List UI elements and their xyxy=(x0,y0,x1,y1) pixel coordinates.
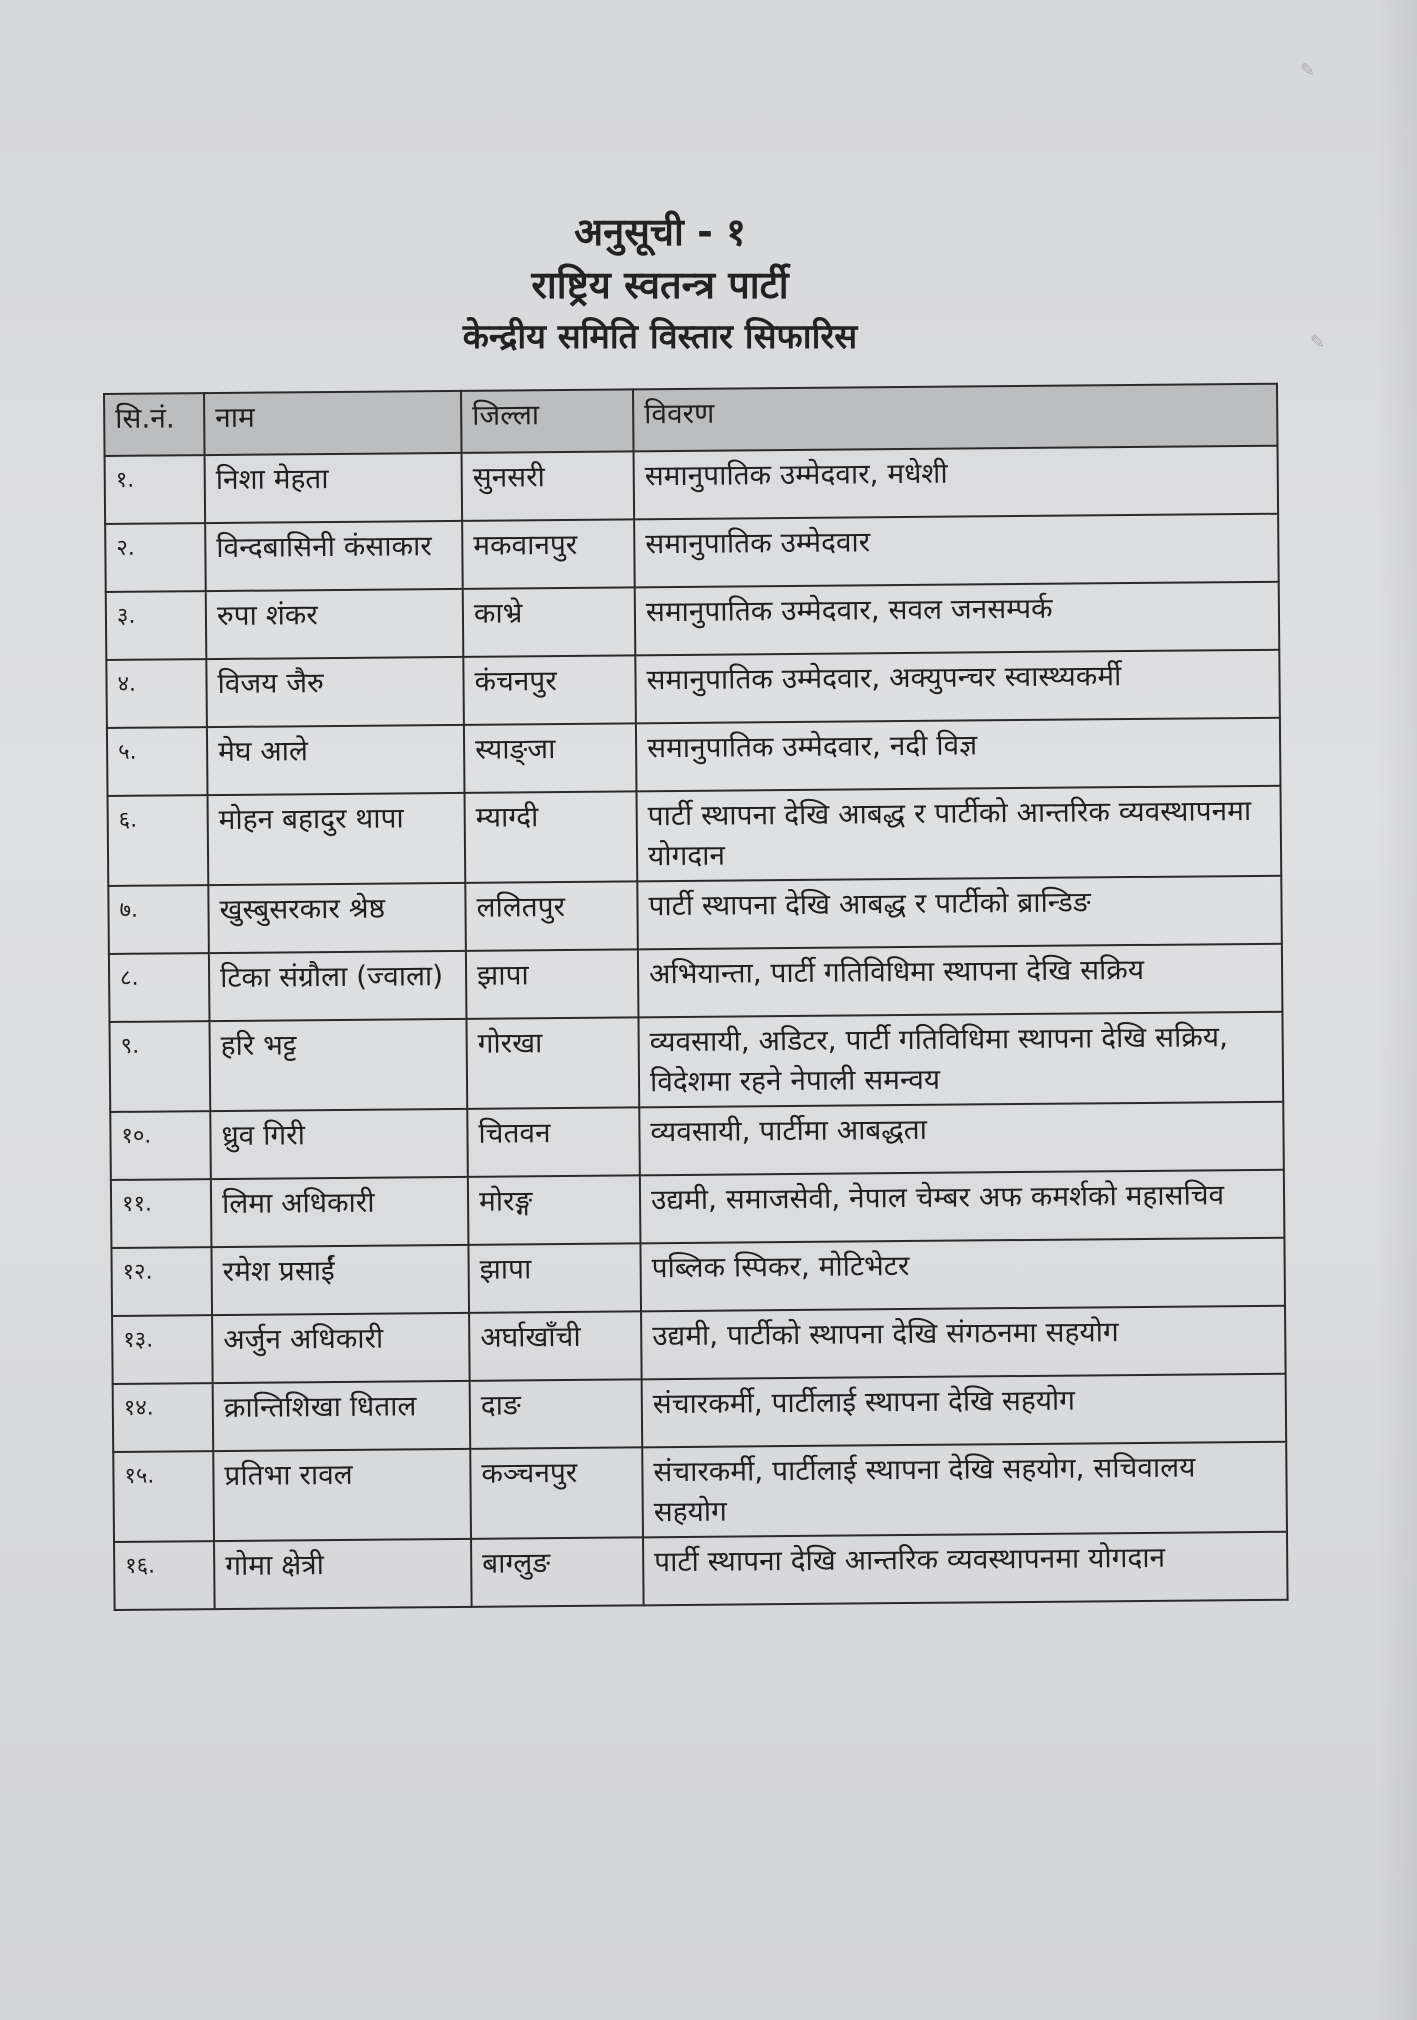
table-row xyxy=(106,582,1280,660)
member-district: झापा xyxy=(468,1243,641,1312)
serial-number: १६. xyxy=(114,1541,215,1610)
serial-number: १५. xyxy=(113,1451,214,1542)
member-district: कञ्चनपुर xyxy=(470,1447,643,1538)
member-details: उद्यमी, समाजसेवी, नेपाल चेम्बर अफ कमर्शको महासचिव xyxy=(640,1170,1285,1244)
member-name: विन्दबासिनी कंसाकार xyxy=(205,521,463,591)
member-district: झापा xyxy=(466,949,639,1018)
member-district: अर्घाखाँची xyxy=(469,1311,642,1380)
member-details: समानुपातिक उम्मेदवार, नदी विज्ञ xyxy=(636,718,1281,792)
table-header-row xyxy=(104,384,1277,456)
table-row xyxy=(108,786,1282,886)
member-district: बाग्लुङ xyxy=(471,1537,644,1606)
page-edge-shadow xyxy=(1377,0,1417,2020)
serial-number: ६. xyxy=(108,795,209,886)
member-name: रुपा शंकर xyxy=(206,589,464,659)
serial-number: ८. xyxy=(109,953,210,1022)
member-details: पब्लिक स्पिकर, मोटिभेटर xyxy=(640,1238,1285,1312)
table-row xyxy=(110,1102,1284,1180)
member-details: संचारकर्मी, पार्टीलाई स्थापना देखि सहयोग, सचिवालय सहयोग xyxy=(642,1442,1287,1538)
table-row xyxy=(113,1442,1287,1542)
serial-number: १२. xyxy=(111,1247,212,1316)
document-subtitle: केन्द्रीय समिति विस्तार सिफारिस xyxy=(462,317,858,357)
member-name: प्रतिभा रावल xyxy=(213,1449,471,1541)
table-row xyxy=(114,1532,1288,1610)
member-details: पार्टी स्थापना देखि आन्तरिक व्यवस्थापनमा योगदान xyxy=(643,1532,1288,1606)
member-details: पार्टी स्थापना देखि आबद्ध र पार्टीको आन्तरिक व्यवस्थापनमा योगदान xyxy=(636,786,1281,882)
member-district: मोरङ्ग xyxy=(468,1175,641,1244)
member-name: क्रान्तिशिखा धिताल xyxy=(213,1381,471,1451)
serial-number: ७. xyxy=(108,885,209,954)
serial-number: १३. xyxy=(112,1315,213,1384)
serial-number: ५. xyxy=(107,727,208,796)
serial-number: ११. xyxy=(111,1179,212,1248)
party-name: राष्ट्रिय स्वतन्त्र पार्टी xyxy=(531,263,789,307)
member-district: चितवन xyxy=(467,1107,640,1176)
serial-number: १०. xyxy=(110,1111,211,1180)
table-row xyxy=(108,876,1282,954)
member-district: म्याग्दी xyxy=(465,791,638,882)
member-district: मकवानपुर xyxy=(462,519,635,588)
member-details: व्यवसायी, अडिटर, पार्टी गतिविधिमा स्थापना देखि सक्रिय, विदेशमा रहने नेपाली समन्वय xyxy=(638,1012,1283,1108)
member-details: समानुपातिक उम्मेदवार xyxy=(634,514,1279,588)
member-name: खुस्बुसरकार श्रेष्ठ xyxy=(208,883,466,953)
table-row xyxy=(113,1374,1287,1452)
serial-number: ३. xyxy=(106,591,207,660)
member-details: समानुपातिक उम्मेदवार, मधेशी xyxy=(634,446,1279,520)
table-row xyxy=(106,650,1280,728)
column-header-district: जिल्ला xyxy=(461,389,634,452)
column-header-name: नाम xyxy=(204,391,462,455)
table-row xyxy=(109,944,1283,1022)
member-name: टिका संग्रौला (ज्वाला) xyxy=(209,951,467,1021)
member-name: निशा मेहता xyxy=(205,453,463,523)
member-name: गोमा क्षेत्री xyxy=(214,1539,472,1609)
member-details: समानुपातिक उम्मेदवार, अक्युपन्चर स्वास्थ्यकर्मी xyxy=(635,650,1280,724)
table-row xyxy=(111,1238,1285,1316)
table-row xyxy=(112,1306,1286,1384)
member-district: दाङ xyxy=(470,1379,643,1448)
member-details: समानुपातिक उम्मेदवार, सवल जनसम्पर्क xyxy=(635,582,1280,656)
recommendation-table xyxy=(103,383,1289,1611)
member-district: स्याङ्जा xyxy=(464,723,637,792)
member-name: मेघ आले xyxy=(207,725,465,795)
member-district: कंचनपुर xyxy=(463,655,636,724)
member-district: गोरखा xyxy=(466,1017,639,1108)
member-name: मोहन बहादुर थापा xyxy=(208,793,466,885)
schedule-title: अनुसूची - १ xyxy=(574,210,746,254)
table-row xyxy=(109,1012,1283,1112)
member-name: लिमा अधिकारी xyxy=(211,1177,469,1247)
member-details: पार्टी स्थापना देखि आबद्ध र पार्टीको ब्रान्डिङ xyxy=(637,876,1282,950)
serial-number: ९. xyxy=(109,1021,210,1112)
serial-number: २. xyxy=(105,523,206,592)
member-name: विजय जैरु xyxy=(206,657,464,727)
member-details: उद्यमी, पार्टीको स्थापना देखि संगठनमा सहयोग xyxy=(641,1306,1286,1380)
member-name: रमेश प्रसाईं xyxy=(211,1245,469,1315)
member-district: सुनसरी xyxy=(462,451,635,520)
member-details: संचारकर्मी, पार्टीलाई स्थापना देखि सहयोग xyxy=(642,1374,1287,1448)
member-details: व्यवसायी, पार्टीमा आबद्धता xyxy=(639,1102,1284,1176)
column-header-details: विवरण xyxy=(633,384,1278,452)
member-name: अर्जुन अधिकारी xyxy=(212,1313,470,1383)
member-district: ललितपुर xyxy=(465,881,638,950)
serial-number: ४. xyxy=(106,659,207,728)
ink-mark: ✎ xyxy=(1300,60,1316,81)
table-row xyxy=(111,1170,1285,1248)
member-name: ध्रुव गिरी xyxy=(210,1109,468,1179)
serial-number: १४. xyxy=(113,1383,214,1452)
member-name: हरि भट्ट xyxy=(209,1019,467,1111)
table-row xyxy=(107,718,1281,796)
member-details: अभियान्ता, पार्टी गतिविधिमा स्थापना देखि सक्रिय xyxy=(638,944,1283,1018)
column-header-sn: सि.नं. xyxy=(104,393,205,456)
table-row xyxy=(105,514,1279,592)
serial-number: १. xyxy=(105,455,206,524)
ink-mark: ✎ xyxy=(1310,332,1326,353)
member-district: काभ्रे xyxy=(463,587,636,656)
table-row xyxy=(105,446,1279,524)
